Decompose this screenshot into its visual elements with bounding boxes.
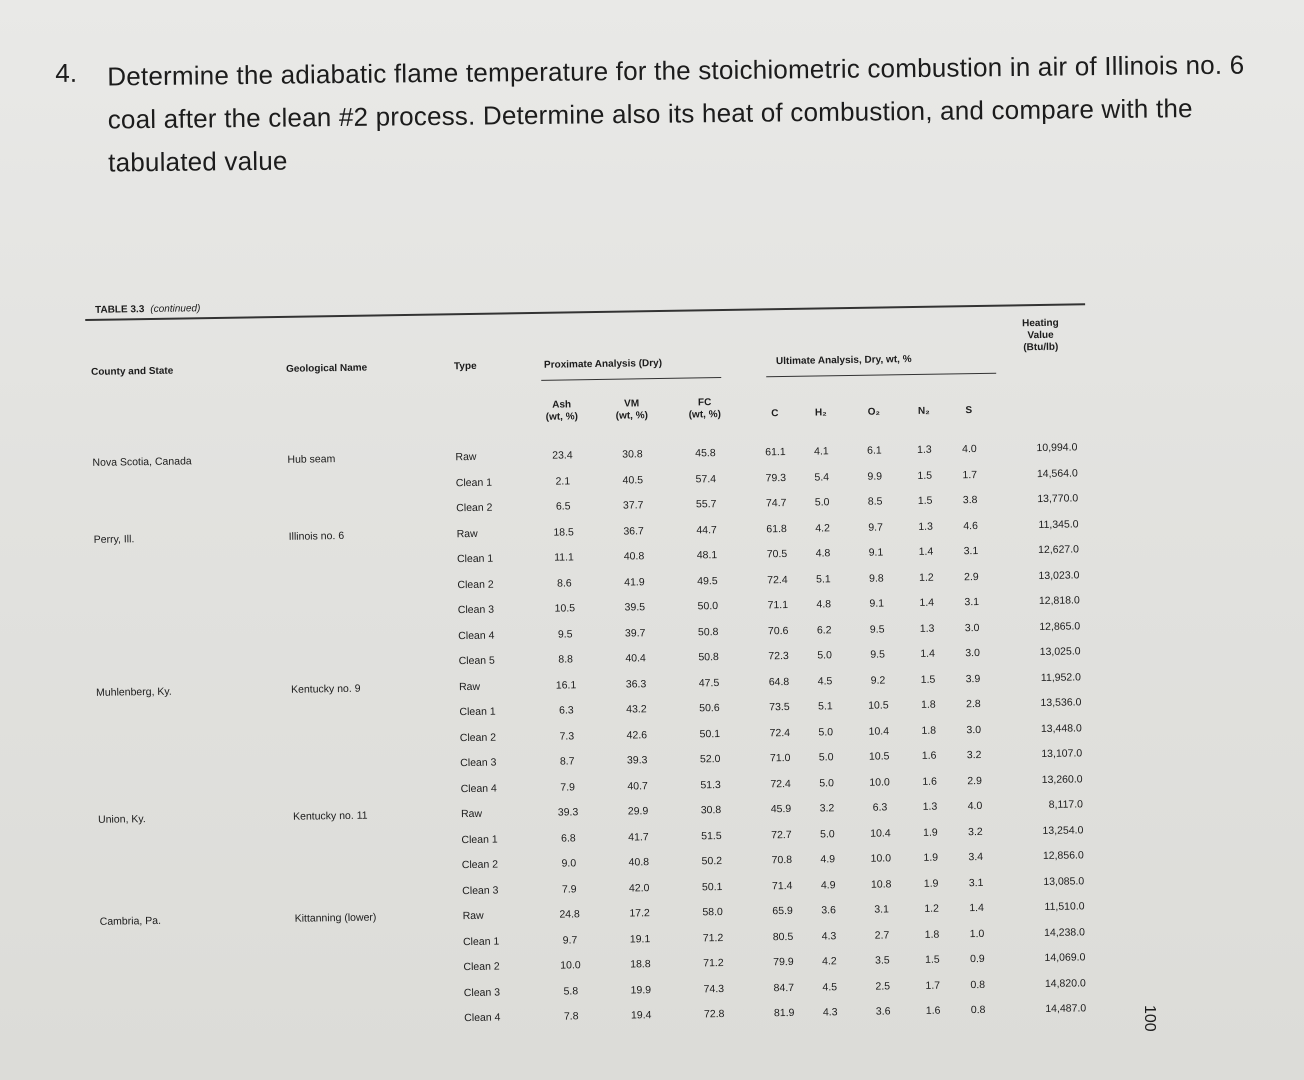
cell-n2: 1.9 [923,851,939,864]
cell-o2: 2.5 [875,979,891,993]
cell-s: 2.9 [963,570,979,583]
cell-vm: 36.3 [625,677,647,691]
table-caption [95,303,200,316]
cell-fc: 50.1 [701,880,723,893]
cell-n2: 1.6 [925,1004,941,1017]
subheader-n2: N₂ [917,405,930,417]
cell-c: 70.5 [766,548,788,561]
cell-s: 3.1 [968,876,984,889]
cell-h2: 4.8 [815,547,831,560]
cell-n2: 1.6 [922,775,937,788]
cell-type: Clean 2 [456,501,493,515]
cell-h2: 4.3 [822,1006,838,1019]
cell-type: Clean 4 [460,782,497,795]
cell-ash: 23.4 [552,449,573,462]
subheader-vm [607,398,657,423]
cell-type: Clean 2 [461,858,499,872]
cell-o2: 9.2 [870,673,886,687]
cell-h2: 5.1 [815,572,831,586]
cell-s: 0.8 [970,978,986,991]
cell-type: Clean 3 [463,986,501,999]
cell-ash: 24.8 [559,908,580,921]
cell-ash: 8.6 [557,576,572,590]
cell-fc: 71.2 [703,957,724,970]
header-ultimate: Ultimate Analysis, Dry, wt, % [775,354,912,368]
cell-o2: 6.1 [866,444,882,457]
subheader-ash-unit: (wt, %) [545,411,579,423]
cell-type: Clean 1 [461,833,498,846]
cell-vm: 39.3 [626,754,648,767]
cell-type: Clean 2 [457,578,494,591]
cell-fc: 30.8 [700,804,722,817]
subheader-s: S [965,405,973,417]
cell-c: 61.1 [765,446,786,459]
cell-vm: 18.8 [630,958,651,971]
cell-county: Muhlenberg, Ky. [95,685,172,699]
cell-heating-value: 11,952.0 [1040,670,1082,684]
cell-h2: 5.0 [814,496,830,509]
cell-heating-value: 13,085.0 [1043,874,1085,888]
cell-ash: 8.7 [559,755,575,768]
cell-vm: 37.7 [622,499,644,512]
cell-type: Clean 1 [455,476,493,489]
cell-heating-value: 12,627.0 [1037,543,1080,557]
cell-type: Clean 3 [462,884,499,897]
cell-fc: 50.8 [697,625,719,638]
cell-h2: 5.0 [817,649,832,662]
cell-n2: 1.3 [916,443,932,456]
subheader-h2: H₂ [814,407,827,419]
cell-heating-value: 10,994.0 [1036,441,1078,455]
cell-fc: 51.5 [701,829,722,842]
subheader-fc-label: FC [697,397,712,409]
cell-geological-name: Kittanning (lower) [294,911,377,925]
cell-n2: 1.9 [923,877,939,890]
cell-o2: 9.9 [867,470,883,483]
cell-ash: 6.5 [555,500,571,513]
cell-ash: 10.5 [554,602,576,615]
cell-c: 79.3 [765,471,787,484]
cell-h2: 5.1 [817,700,833,713]
cell-c: 79.9 [773,955,794,969]
cell-o2: 8.5 [867,495,883,508]
cell-heating-value: 13,254.0 [1042,823,1084,837]
cell-fc: 74.3 [703,982,725,995]
cell-geological-name: Hub seam [287,453,336,466]
cell-h2: 4.5 [822,980,838,993]
cell-h2: 5.0 [819,827,835,841]
cell-heating-value: 12,818.0 [1038,594,1080,608]
cell-o2: 3.1 [874,903,889,916]
cell-s: 3.2 [967,825,983,838]
cell-vm: 41.7 [628,830,649,844]
cell-county: Cambria, Pa. [99,914,162,928]
cell-s: 3.0 [966,723,982,736]
cell-ash: 5.8 [563,984,579,998]
cell-c: 70.8 [771,853,793,867]
question-text: Determine the adiabatic flame temperature for the stoichiometric combustion in air of Illinois no. 6 coal after the clean #2 process. Determine also its heat of combustion, and compare with the tabulated value [107,49,1245,178]
cell-heating-value: 12,856.0 [1042,849,1084,863]
cell-c: 71.0 [769,751,791,765]
cell-h2: 4.3 [821,929,837,943]
cell-o2: 9.1 [869,597,885,610]
cell-heating-value: 13,770.0 [1037,492,1079,506]
cell-fc: 50.8 [698,651,719,664]
cell-n2: 1.7 [925,979,941,992]
cell-c: 65.9 [772,904,793,918]
cell-h2: 4.8 [816,598,832,611]
cell-h2: 5.0 [819,776,834,790]
cell-n2: 1.6 [921,749,937,762]
header-county: County and State [90,365,174,378]
cell-n2: 1.5 [920,673,936,686]
cell-vm: 29.9 [627,805,649,818]
cell-fc: 50.2 [701,855,723,868]
cell-h2: 3.6 [821,904,836,917]
cell-o2: 10.4 [870,826,891,840]
cell-fc: 50.0 [697,600,719,613]
cell-fc: 50.1 [699,727,721,740]
cell-fc: 50.6 [699,702,720,715]
cell-type: Raw [458,680,481,693]
cell-h2: 5.4 [814,470,830,484]
cell-c: 72.7 [771,828,792,841]
cell-h2: 4.9 [820,878,836,892]
cell-county: Perry, Ill. [93,532,135,546]
cell-h2: 4.1 [813,445,829,458]
cell-vm: 40.4 [625,652,646,665]
cell-s: 1.7 [962,468,978,481]
cell-fc: 71.2 [702,931,724,944]
cell-s: 2.8 [965,697,981,711]
cell-c: 72.3 [768,649,789,663]
cell-type: Raw [462,909,484,923]
cell-ash: 16.1 [555,678,577,692]
top-rule [85,303,1085,321]
cell-h2: 4.9 [820,853,836,866]
cell-n2: 1.4 [918,545,934,558]
header-heating-line1: Heating [1021,317,1059,330]
cell-fc: 57.4 [695,472,717,485]
cell-fc: 52.0 [699,753,721,766]
cell-heating-value: 13,023.0 [1038,568,1080,582]
cell-o2: 6.3 [872,801,888,814]
cell-h2: 4.5 [817,674,833,688]
cell-h2: 4.2 [815,521,830,535]
cell-vm: 30.8 [622,448,643,461]
cell-s: 3.1 [963,545,979,558]
subheader-fc [680,397,730,422]
cell-n2: 1.9 [922,826,938,839]
cell-o2: 9.5 [869,622,885,636]
cell-s: 3.2 [966,748,982,762]
cell-type: Clean 2 [463,960,500,974]
cell-o2: 9.7 [868,520,883,534]
cell-ash: 7.3 [559,729,575,743]
cell-h2: 6.2 [816,623,832,637]
cell-c: 73.5 [769,700,790,714]
cell-n2: 1.5 [924,953,940,966]
cell-n2: 1.2 [918,571,934,584]
cell-fc: 45.8 [695,447,716,460]
page-number: 100 [1141,1005,1158,1032]
cell-fc: 47.5 [698,676,720,689]
cell-s: 4.0 [961,443,977,456]
cell-c: 84.7 [773,981,795,994]
cell-ash: 2.1 [555,474,571,488]
cell-h2: 5.0 [818,751,834,764]
table-caption-label: TABLE 3.3 [94,304,145,316]
header-geological-name: Geological Name [285,362,368,375]
cell-type: Clean 1 [462,935,500,948]
cell-heating-value: 14,069.0 [1044,951,1086,965]
cell-type: Clean 3 [457,603,495,617]
subheader-o2: O₂ [867,406,880,418]
cell-o2: 3.5 [874,954,890,967]
cell-o2: 10.0 [869,775,890,789]
cell-county: Nova Scotia, Canada [92,455,192,469]
question-block [55,35,1285,178]
cell-vm: 40.8 [623,550,645,563]
cell-vm: 42.6 [626,728,648,742]
cell-heating-value: 14,820.0 [1044,976,1086,990]
cell-fc: 44.7 [696,523,717,536]
cell-s: 3.0 [965,646,980,660]
cell-n2: 1.4 [920,647,935,660]
cell-type: Clean 4 [458,629,495,642]
header-heating-line3: (Btu/lb) [1023,341,1059,354]
header-heating-line2: Value [1027,329,1054,342]
cell-heating-value: 12,865.0 [1039,619,1081,633]
cell-o2: 10.4 [868,724,890,738]
cell-s: 3.1 [964,595,980,609]
cell-o2: 10.0 [870,852,892,865]
cell-vm: 40.7 [627,779,648,793]
cell-h2: 3.2 [819,802,835,815]
cell-vm: 41.9 [624,575,645,589]
cell-type: Clean 1 [456,552,494,566]
cell-n2: 1.8 [920,698,936,711]
cell-s: 3.9 [965,672,981,685]
subheader-c: C [771,408,779,420]
cell-h2: 5.0 [818,725,834,739]
cell-o2: 2.7 [874,928,890,942]
cell-ash: 9.5 [557,627,573,641]
cell-n2: 1.2 [924,902,939,915]
cell-ash: 8.8 [558,653,574,666]
coal-analysis-table [85,289,1096,1025]
cell-ash: 39.3 [557,806,579,819]
cell-s: 4.6 [963,519,978,532]
cell-c: 80.5 [772,930,794,943]
cell-vm: 36.7 [623,524,644,538]
cell-n2: 1.3 [922,800,938,813]
cell-vm: 43.2 [626,703,647,716]
cell-ash: 9.7 [562,933,578,947]
cell-ash: 11.1 [554,551,574,564]
subheader-vm-label: VM [624,398,640,410]
cell-vm: 40.5 [622,473,644,487]
cell-type: Clean 1 [459,705,496,719]
cell-o2: 3.6 [875,1005,891,1018]
cell-heating-value: 13,448.0 [1040,721,1082,735]
cell-o2: 10.8 [870,877,892,891]
header-heating-value [1005,317,1076,354]
cell-n2: 1.5 [917,469,933,482]
cell-c: 72.4 [770,777,791,790]
cell-s: 4.0 [967,799,983,813]
cell-s: 3.8 [962,494,978,507]
cell-heating-value: 13,107.0 [1041,747,1083,761]
subheader-vm-unit: (wt, %) [615,410,649,422]
cell-heating-value: 13,260.0 [1041,772,1083,786]
cell-fc: 48.1 [696,549,718,562]
cell-type: Raw [455,450,477,464]
cell-c: 74.7 [765,497,787,510]
cell-type: Raw [460,807,483,821]
cell-s: 1.4 [969,901,984,915]
cell-ash: 6.8 [561,831,576,845]
cell-ash: 7.9 [560,780,576,794]
cell-vm: 17.2 [629,907,650,920]
cell-fc: 55.7 [695,498,717,511]
cell-n2: 1.4 [919,596,935,609]
subheader-fc-unit: (wt, %) [688,409,721,421]
cell-c: 72.4 [769,726,791,739]
cell-heating-value: 14,238.0 [1044,925,1086,939]
cell-c: 70.6 [767,624,789,637]
cell-s: 3.0 [964,621,980,634]
table-caption-note: (continued) [150,303,201,315]
cell-geological-name: Kentucky no. 9 [290,682,361,696]
cell-type: Clean 2 [459,731,497,744]
cell-county: Union, Ky. [97,813,146,826]
cell-heating-value: 8,117.0 [1048,798,1084,811]
cell-fc: 72.8 [703,1008,725,1021]
cell-heating-value: 13,025.0 [1039,645,1081,659]
header-proximate: Proximate Analysis (Dry) [543,357,663,371]
cell-c: 45.9 [770,802,792,816]
cell-ash: 18.5 [553,525,574,539]
cell-vm: 39.7 [624,626,646,640]
cell-c: 81.9 [773,1006,795,1020]
subheader-ash [537,399,587,424]
cell-ash: 7.9 [561,882,577,896]
proximate-rule [541,377,721,381]
cell-o2: 10.5 [868,699,889,712]
cell-heating-value: 14,487.0 [1045,1002,1087,1016]
cell-heating-value: 11,510.0 [1044,900,1085,914]
cell-c: 71.4 [771,879,793,892]
cell-ash: 6.3 [559,704,574,717]
cell-heating-value: 14,564.0 [1036,466,1078,480]
cell-ash: 9.0 [561,857,577,870]
cell-vm: 19.4 [630,1009,652,1022]
cell-vm: 42.0 [628,881,650,895]
cell-vm: 19.9 [630,983,652,997]
cell-type: Clean 5 [458,654,495,668]
cell-o2: 9.5 [870,648,885,661]
cell-type: Clean 4 [464,1011,501,1025]
cell-geological-name: Kentucky no. 11 [292,809,368,823]
cell-fc: 58.0 [702,906,723,919]
cell-n2: 1.5 [917,494,933,507]
cell-c: 71.1 [767,598,789,612]
ultimate-rule [766,373,996,378]
question-number: 4. [55,57,78,88]
cell-fc: 51.3 [700,778,721,791]
cell-o2: 9.8 [868,571,884,585]
cell-vm: 40.8 [628,856,650,869]
cell-vm: 39.5 [624,601,646,614]
cell-fc: 49.5 [697,574,718,587]
cell-type: Raw [456,527,478,540]
cell-n2: 1.3 [918,520,933,533]
cell-n2: 1.8 [921,724,937,737]
subheader-ash-label: Ash [552,399,572,411]
cell-heating-value: 11,345.0 [1038,517,1079,531]
cell-o2: 10.5 [868,750,890,763]
cell-h2: 4.2 [821,955,837,968]
cell-n2: 1.3 [919,622,935,635]
cell-o2: 9.1 [868,546,884,559]
cell-type: Clean 3 [460,756,497,770]
header-type: Type [453,360,477,373]
cell-heating-value: 13,536.0 [1040,696,1082,710]
cell-s: 1.0 [969,927,985,940]
cell-c: 61.8 [766,522,787,535]
cell-c: 64.8 [768,675,790,688]
cell-s: 3.4 [968,850,984,864]
cell-s: 2.9 [967,774,982,787]
cell-n2: 1.8 [924,928,940,941]
cell-geological-name: Illinois no. 6 [288,529,345,543]
cell-c: 72.4 [767,573,788,586]
cell-s: 0.8 [970,1003,986,1017]
cell-vm: 19.1 [629,932,651,946]
cell-s: 0.9 [969,952,985,966]
cell-ash: 10.0 [560,959,581,972]
cell-ash: 7.8 [563,1010,579,1023]
